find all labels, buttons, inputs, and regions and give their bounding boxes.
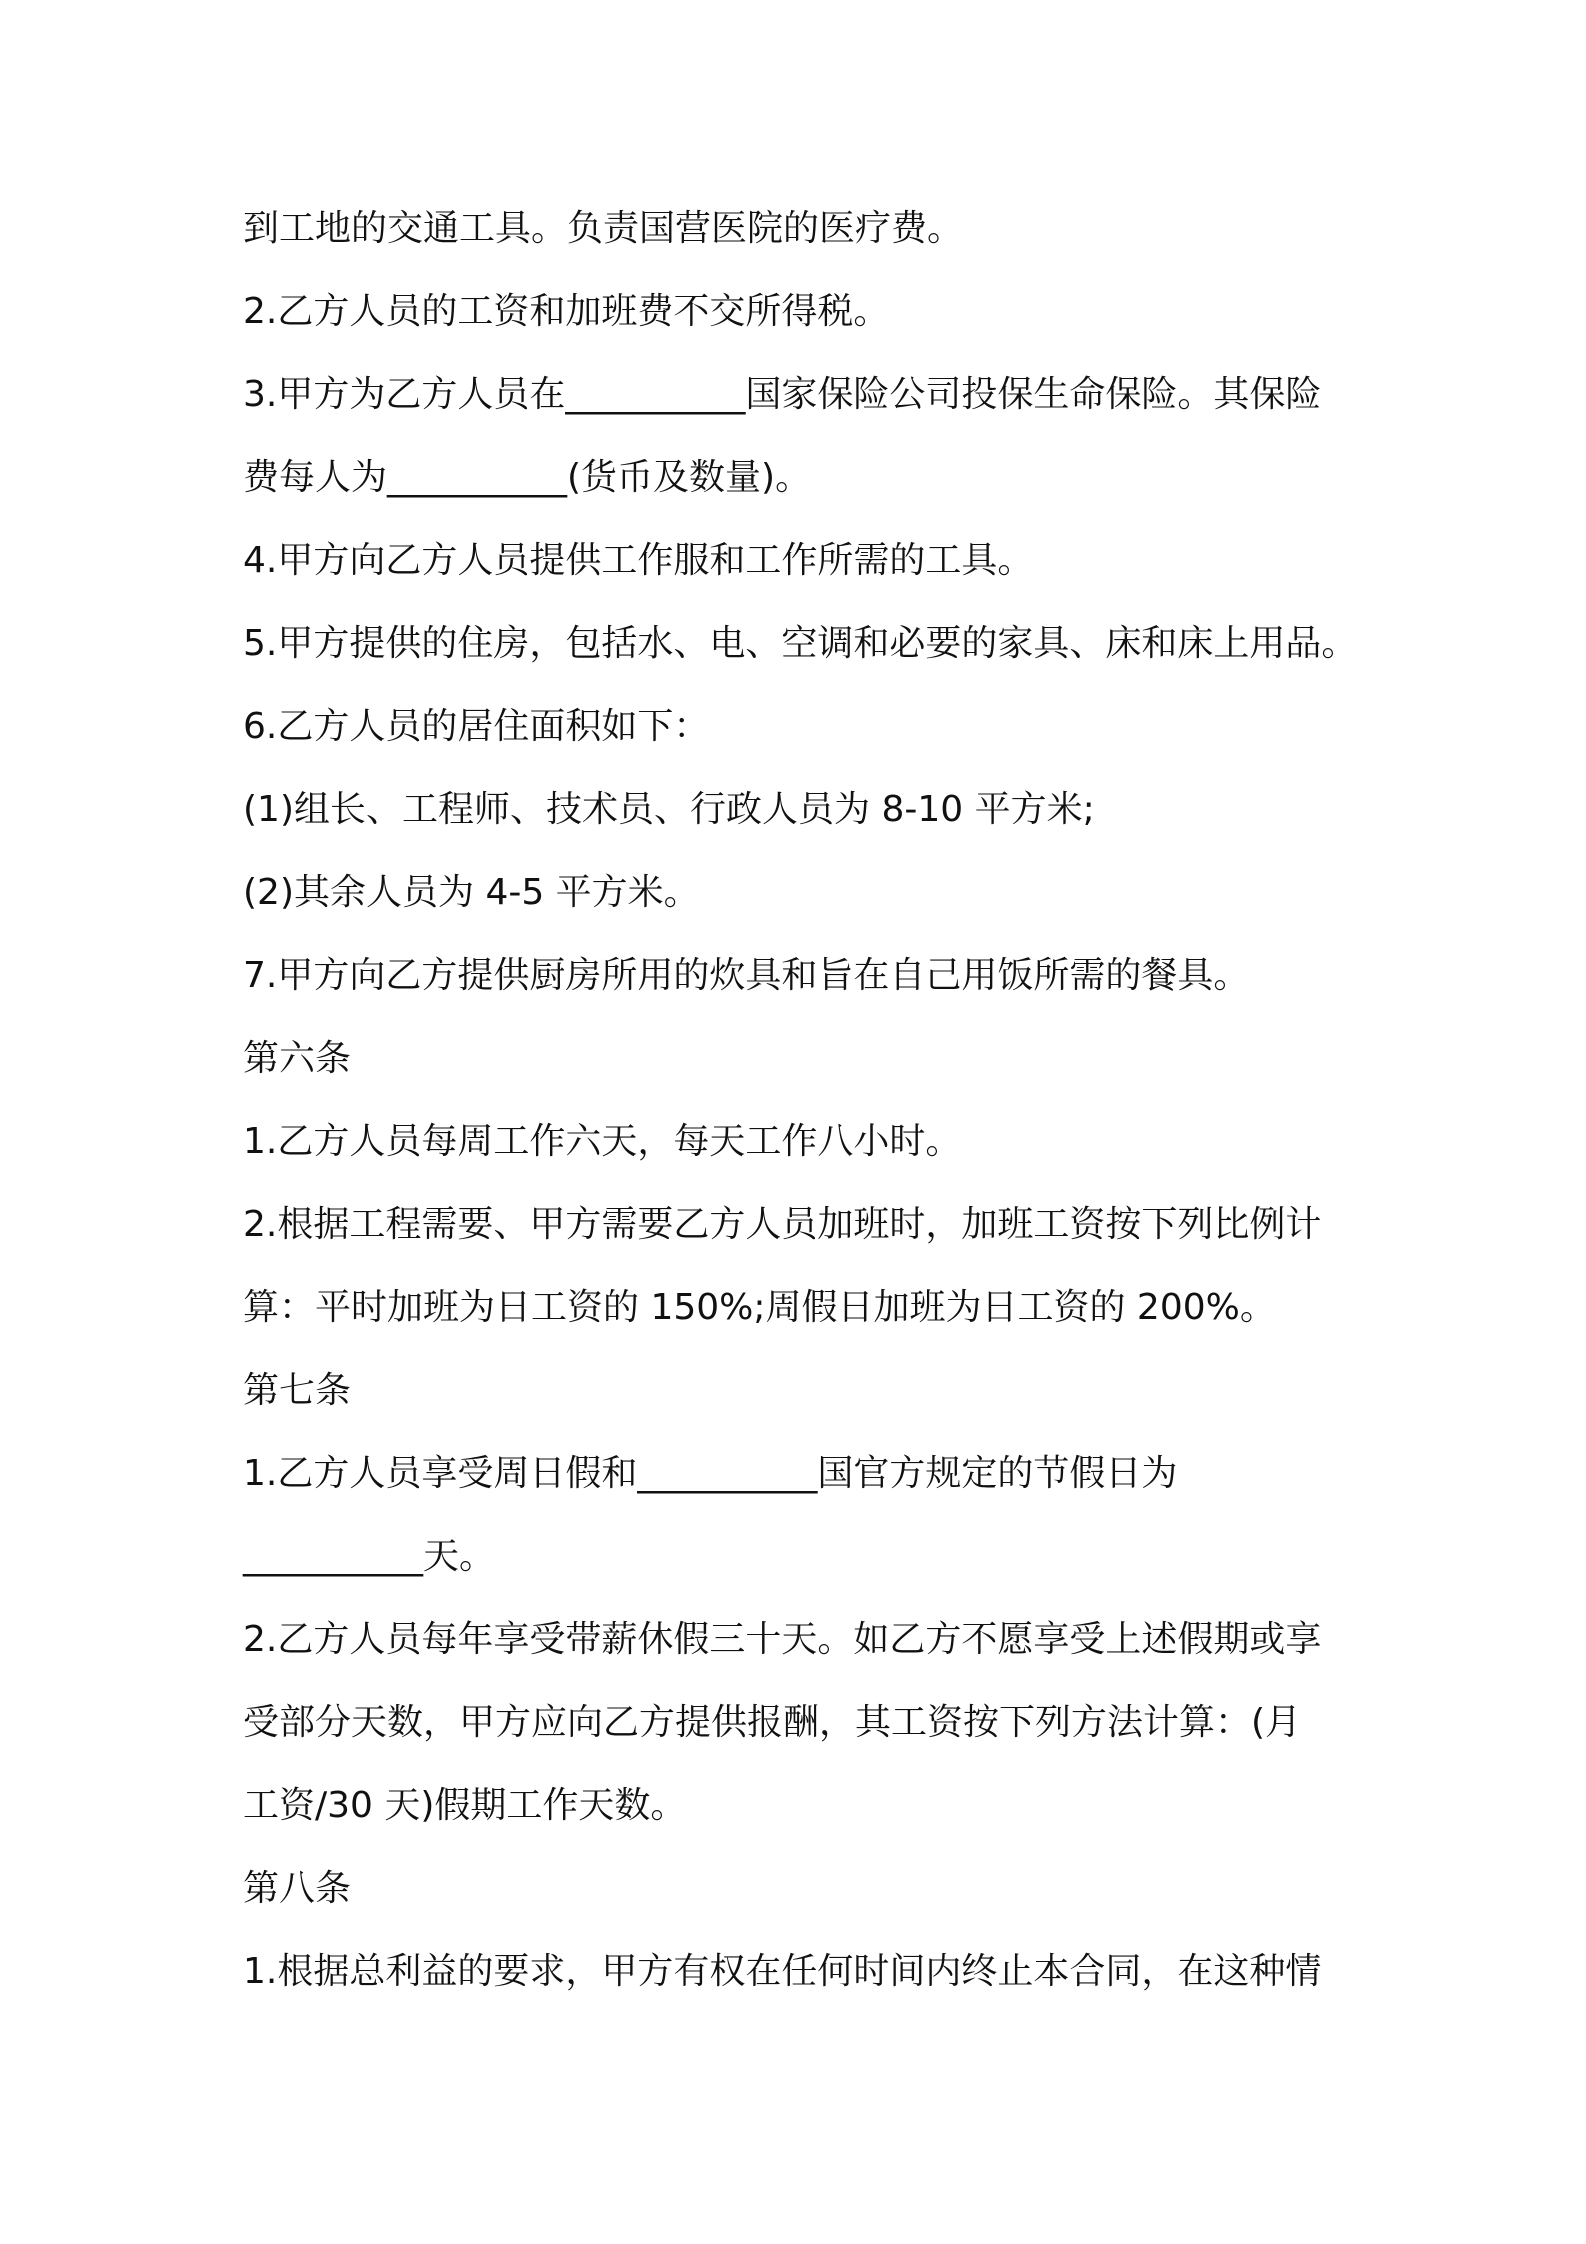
text-line: 2.乙方人员每年享受带薪休假三十天。如乙方不愿享受上述假期或享 [243, 1619, 1322, 1660]
text-line: (1)组长、工程师、技术员、行政人员为 8-10 平方米; [243, 789, 1095, 830]
text-line: 工资/30 天)假期工作天数。 [243, 1785, 687, 1826]
text-line: 算：平时加班为日工资的 150%;周假日加班为日工资的 200%。 [243, 1287, 1276, 1328]
text-line: 7.甲方向乙方提供厨房所用的炊具和旨在自己用饭所需的餐具。 [243, 955, 1250, 996]
text-line: 1.乙方人员每周工作六天，每天工作八小时。 [243, 1121, 962, 1162]
text-line: 5.甲方提供的住房，包括水、电、空调和必要的家具、床和床上用品。 [243, 623, 1358, 664]
section-heading: 第七条 [243, 1370, 352, 1411]
text-line: 2.根据工程需要、甲方需要乙方人员加班时，加班工资按下列比例计 [243, 1204, 1322, 1245]
text-line: 6.乙方人员的居住面积如下： [243, 706, 710, 747]
section-heading: 第八条 [243, 1868, 352, 1909]
text-line: 费每人为__________(货币及数量)。 [243, 457, 812, 498]
section-heading: 第六条 [243, 1038, 352, 1079]
text-line: 3.甲方为乙方人员在__________国家保险公司投保生命保险。其保险 [243, 374, 1322, 415]
text-line: 到工地的交通工具。负责国营医院的医疗费。 [243, 208, 964, 249]
text-line: 1.根据总利益的要求，甲方有权在任何时间内终止本合同，在这种情 [243, 1951, 1322, 1992]
text-line: 1.乙方人员享受周日假和__________国官方规定的节假日为 [243, 1453, 1178, 1494]
text-line: (2)其余人员为 4-5 平方米。 [243, 872, 700, 913]
text-line: 2.乙方人员的工资和加班费不交所得税。 [243, 291, 890, 332]
text-line: 4.甲方向乙方人员提供工作服和工作所需的工具。 [243, 540, 1034, 581]
text-line: __________天。 [243, 1536, 496, 1577]
text-line: 受部分天数，甲方应向乙方提供报酬，其工资按下列方法计算：(月 [243, 1702, 1302, 1743]
